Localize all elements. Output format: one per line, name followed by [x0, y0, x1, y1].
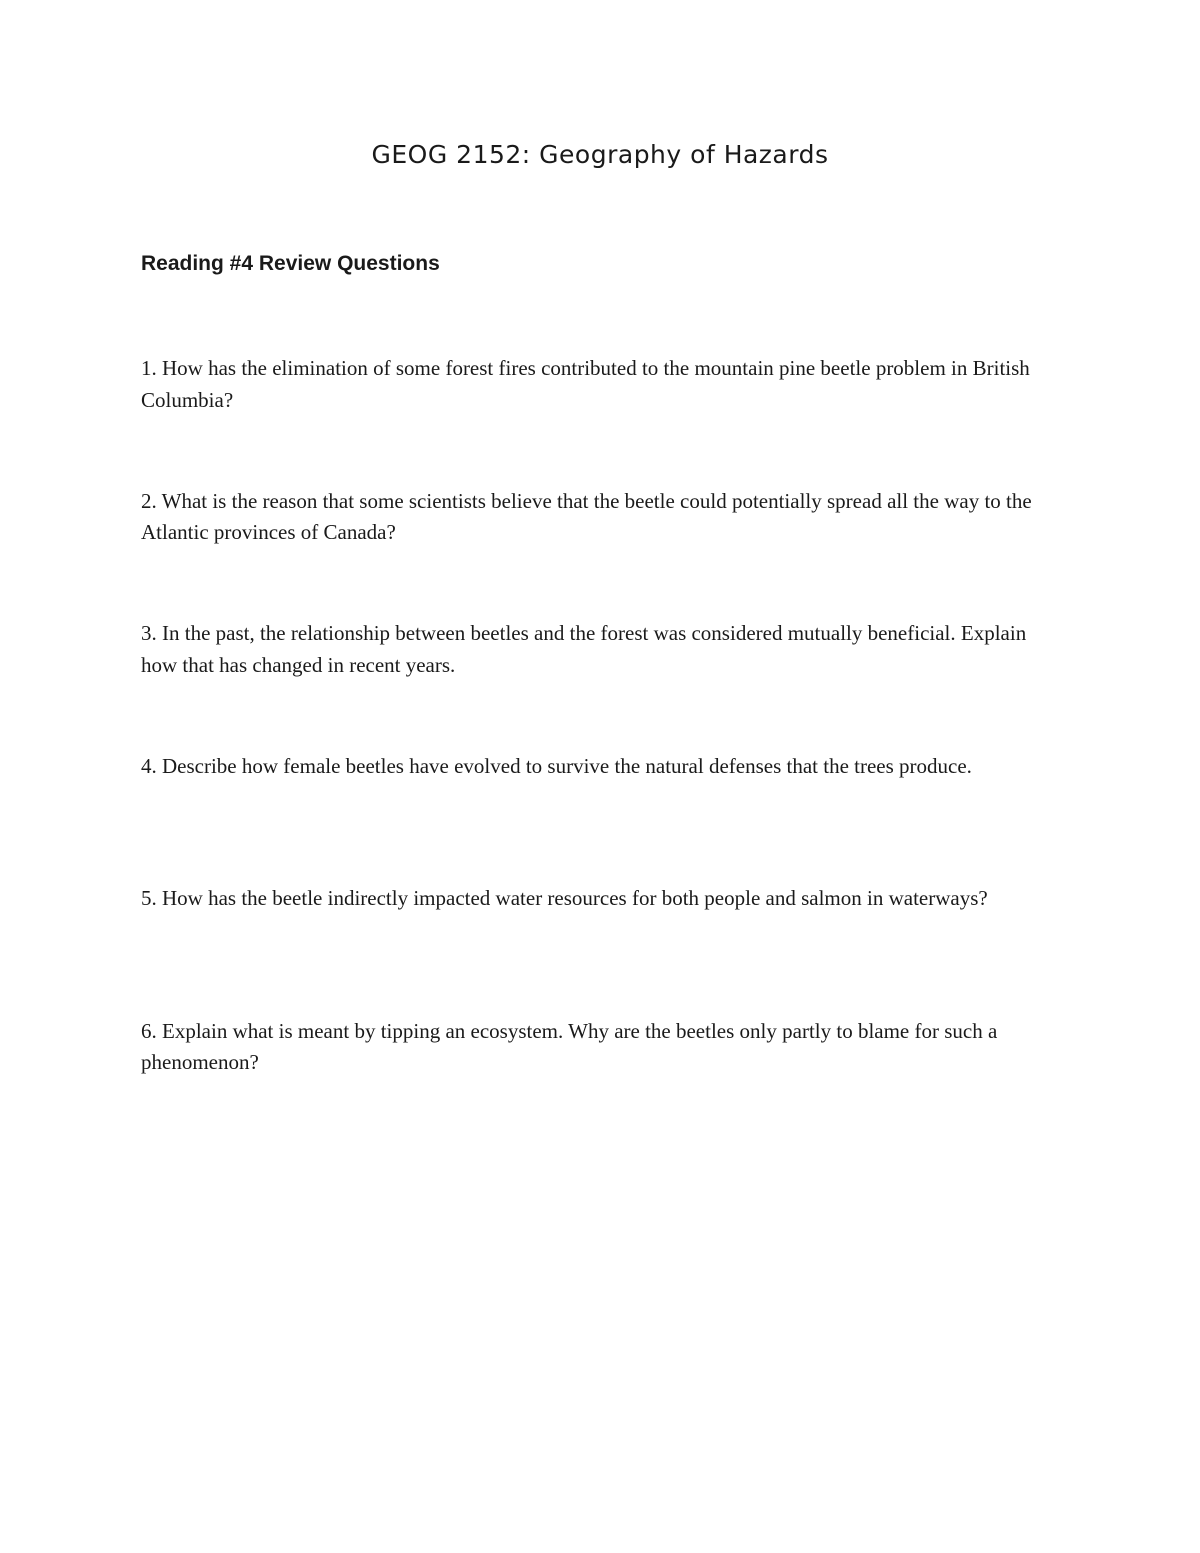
- question-item-1: 1. How has the elimination of some forest fires contributed to the mountain pine beetle problem in British Columbia?: [141, 356, 1030, 412]
- question-item-2: 2. What is the reason that some scientists believe that the beetle could potentially spread all the way to the Atlantic provinces of Canada?: [141, 488, 1032, 544]
- question-item-3: 3. In the past, the relationship between beetles and the forest was considered mutually beneficial. Explain how that has changed in recent years.: [141, 621, 1027, 677]
- question-item-5: 5. How has the beetle indirectly impacted water resources for both people and salmon in waterways?: [141, 886, 988, 910]
- question-item-6: 6. Explain what is meant by tipping an ecosystem. Why are the beetles only partly to blame for such a phenomenon?: [141, 1018, 998, 1074]
- document-title: GEOG 2152: Geography of Hazards: [371, 140, 829, 169]
- question-list: [141, 353, 1061, 1148]
- section-heading: Reading #4 Review Questions: [141, 252, 440, 275]
- question-item-4: 4. Describe how female beetles have evolved to survive the natural defenses that the trees produce.: [141, 753, 972, 778]
